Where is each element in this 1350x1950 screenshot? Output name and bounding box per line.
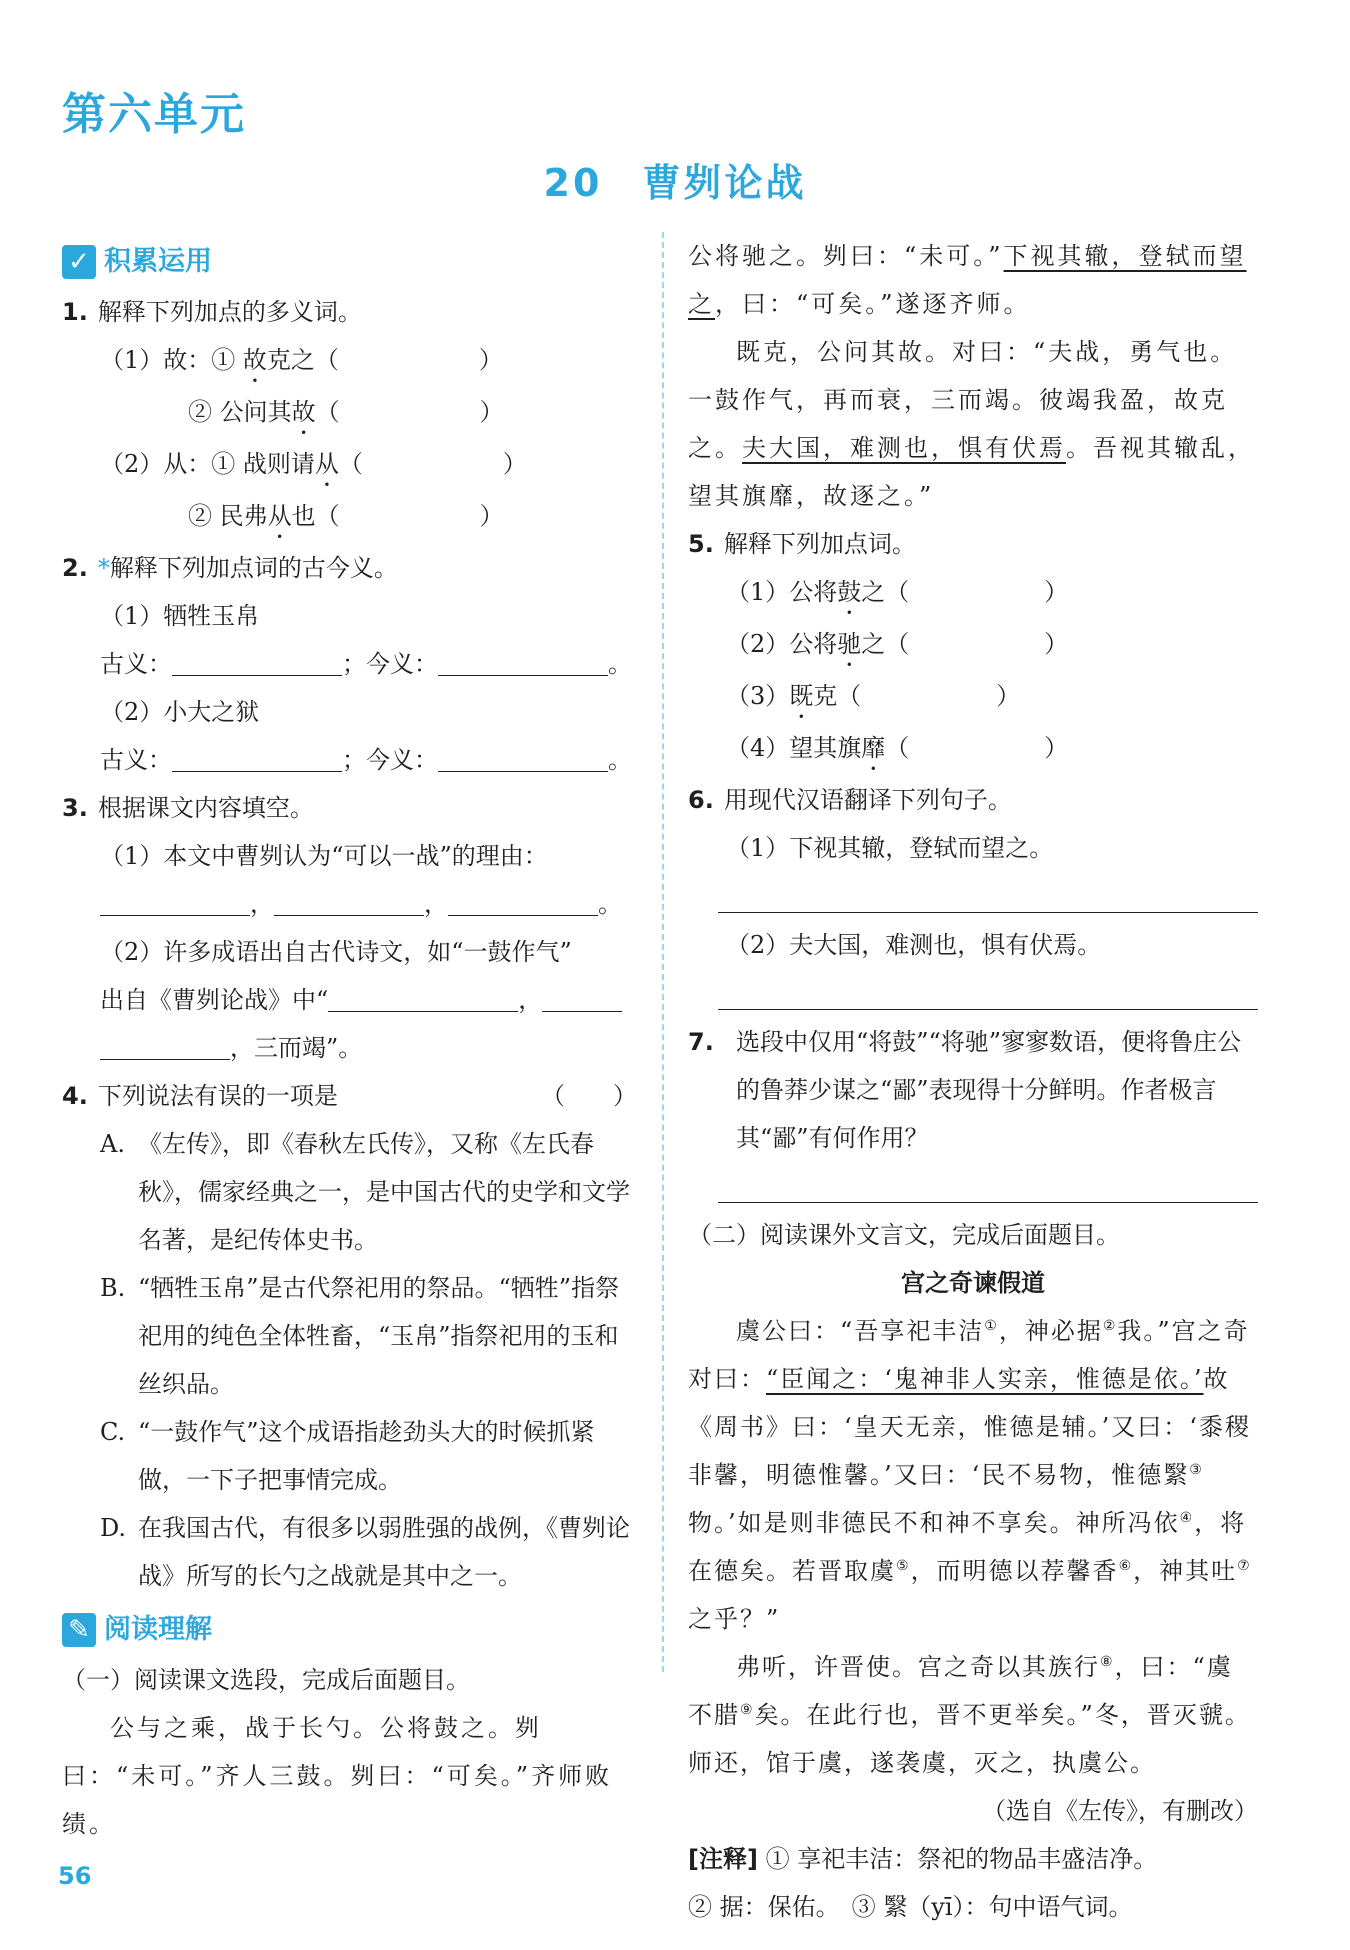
q5-item [688,620,1258,672]
note-text: ① 享祀丰洁：祭祀的物品丰盛洁净。 [765,1845,1158,1873]
option-label: C. [100,1418,126,1446]
question-number: 5. [688,530,714,558]
star-icon: * [97,554,110,582]
q5-item [688,672,1258,724]
reading1-paragraph-2 [688,328,1258,520]
q5-item [688,568,1258,620]
dotted-word: 驰 [837,630,862,658]
comma: ， [518,986,543,1014]
q2-answer-row [62,736,637,784]
question-stem: 下列说法有误的一项是 [97,1082,338,1110]
footnote-marker: ① [984,1318,999,1334]
underlined-sentence: 下视其辙，登轼而望 [1003,242,1247,270]
q6-answer-line[interactable] [718,878,1258,913]
question-4 [62,1072,637,1120]
question-7 [688,1018,1258,1162]
footnote-marker: ⑧ [1100,1654,1115,1670]
section-accumulate [62,236,637,288]
footnote-marker: ④ [1179,1510,1195,1526]
footnote-marker: ⑦ [1237,1558,1252,1574]
option-text: “一鼓作气”这个成语指趁劲头大的时候抓紧做，一下子把事情完成。 [138,1418,595,1494]
dotted-word: 故 [242,346,267,374]
answer-blank[interactable] [448,887,598,916]
passage-text: ，曰：“可矣。”遂逐齐师。 [715,290,1031,318]
footnote-marker: ⑤ [896,1558,911,1574]
question-number: 3. [62,794,88,822]
question-number: 2. [62,554,88,582]
item-text: 克（ [813,682,862,710]
item-text: ② 公问其 [188,398,292,426]
q1-item [62,336,637,388]
q5-item [688,724,1258,776]
item-text: 克之（ [266,346,339,374]
footnote-marker: ③ [1189,1462,1204,1478]
modern-label: ；今义： [342,746,438,774]
paren-close: ） [1044,630,1069,658]
answer-blank[interactable] [328,983,518,1012]
paren-close: ） [996,682,1021,710]
source-citation: （选自《左传》，有删改） [982,1797,1258,1825]
question-stem: 根据课文内容填空。 [97,794,314,822]
dotted-word: 既 [789,682,814,710]
q2-item: （1）牺牲玉帛 [100,602,260,630]
answer-blank[interactable] [274,887,424,916]
ancient-label: 古义： [100,650,172,678]
dotted-word: 靡 [861,734,886,762]
dotted-word: 从 [314,450,339,478]
reading2-paragraph-1 [688,1307,1258,1643]
q7-answer-line[interactable] [718,1168,1258,1203]
paren-close: ） [479,502,504,530]
item-text: （2）从：① 战则请 [100,450,315,478]
answer-paren[interactable]: （ ） [541,1082,637,1110]
q3-part2-row [62,976,637,1024]
underlined-sentence: “臣闻之：‘鬼神非人实亲，惟德是依。’ [766,1365,1204,1393]
q3-part2: （2）许多成语出自古代诗文，如“一鼓作气” [100,938,572,966]
question-1 [62,288,637,336]
question-stem: 用现代汉语翻译下列句子。 [723,786,1012,814]
footnote-marker: ⑨ [740,1702,755,1718]
passage-text: ，神必据 [998,1317,1103,1345]
ancient-blank[interactable] [172,743,342,772]
item-text: 也（ [291,502,340,530]
notes [688,1835,1258,1883]
question-number: 1. [62,298,88,326]
option-label: A. [100,1130,125,1158]
reading2-intro: （二）阅读课外文言文，完成后面题目。 [688,1221,1120,1249]
section-reading [62,1604,637,1656]
period: 。 [598,890,622,918]
pencil-icon: ✎ [62,1613,96,1647]
dotted-word: 鼓 [837,578,862,606]
paren-close: ） [479,398,504,426]
passage-text: 物。’如是则非德民不和神不享矣。神所冯依 [688,1509,1180,1537]
left-column [62,232,637,1848]
period: 。 [608,650,632,678]
q1-item [62,492,637,544]
column-divider [662,232,664,1672]
underlined-sentence: 之 [688,290,715,318]
lesson-name: 曹刿论战 [642,161,807,205]
answer-blank[interactable] [542,983,622,1012]
item-text: （4）望其旗 [726,734,862,762]
question-number: 6. [688,786,714,814]
item-text: （ [885,734,910,762]
footnote-marker: ② [1102,1318,1118,1334]
paren-close: ） [1044,578,1069,606]
passage-text: 弗听，许晋使。宫之奇以其族行 [736,1653,1100,1681]
modern-blank[interactable] [438,647,608,676]
reading1-intro: （一）阅读课文选段，完成后面题目。 [62,1666,470,1694]
section-reading-title: 阅读理解 [104,1614,212,1645]
passage-text: 之乎？” [688,1605,781,1633]
item-text: ② 民弗 [188,502,268,530]
item-text: （ [338,450,363,478]
ancient-blank[interactable] [172,647,342,676]
item-text: （2）公将 [726,630,838,658]
item-text: （1）公将 [726,578,838,606]
question-stem: 解释下列加点的多义词。 [97,298,362,326]
question-3 [62,784,637,832]
comma: ， [424,890,448,918]
question-number: 7. [688,1028,714,1056]
item-text: 出自《曹刿论战》中“ [100,986,329,1014]
period: 。 [608,746,632,774]
unit-title: 第六单元 [62,89,246,140]
question-stem: 解释下列加点词的古今义。 [109,554,398,582]
q3-blanks-row [62,880,637,928]
item-text: （3） [726,682,790,710]
option-d [62,1504,637,1600]
option-text: 《左传》，即《春秋左氏传》，又称《左氏春秋》，儒家经典之一，是中国古代的史学和文学名著，是纪传体史书。 [138,1130,630,1254]
passage-text: ，神其吐 [1133,1557,1238,1585]
item-text: （1）故：① [100,346,243,374]
answer-blank[interactable] [100,887,250,916]
question-2 [62,544,637,592]
q2-item: （2）小大之狱 [100,698,260,726]
q2-answer-row [62,640,637,688]
option-a [62,1120,637,1264]
passage-text: 故《周书》曰：‘皇天无亲，惟德是辅。’又曰：‘黍稷非馨，明德惟馨。’又曰：‘民不易物，惟德繄 [688,1365,1251,1489]
q6-answer-line[interactable] [718,975,1258,1010]
modern-blank[interactable] [438,743,608,772]
reading1-continued [688,232,1258,328]
paren-close: ） [502,450,527,478]
dotted-word: 从 [267,502,292,530]
option-label: D. [100,1514,127,1542]
reading1-paragraph: 公与之乘，战于长勺。公将鼓之。刿曰：“未可。”齐人三鼓。刿曰：“可矣。”齐师败绩。 [62,1714,613,1838]
lesson-title [0,152,1350,207]
item-text: ，三而竭”。 [230,1034,363,1062]
passage-text: 虞公曰：“吾享祀丰洁 [736,1317,985,1345]
q3-part1: （1）本文中曹刿认为“可以一战”的理由： [100,842,548,870]
passage-text: 矣。在此行也，晋不更举矣。”冬，晋灭虢。师还，馆于虞，遂袭虞，灭之，执虞公。 [688,1701,1251,1777]
question-number: 4. [62,1082,88,1110]
item-text: 之（ [861,630,910,658]
passage-text: 既克，公问其故。对曰：“夫战，勇气也。一鼓作气，再而衰，三而竭。彼竭我盈，故克之。 [688,338,1238,462]
option-text: 在我国古代，有很多以弱胜强的战例，《曹刿论战》所写的长勺之战就是其中之一。 [138,1514,630,1590]
dotted-word: 故 [291,398,316,426]
passage-text: 。吾视其辙乱，望其旗靡，故逐之。” [688,434,1255,510]
q6-sentence: （1）下视其辙，登轼而望之。 [726,834,1054,862]
passage-text: 我。”宫之奇对曰： [688,1317,1250,1393]
right-column [688,232,1258,1931]
reading2-title: 宫之奇谏假道 [901,1269,1045,1297]
reading2-paragraph-2 [688,1643,1258,1787]
question-5 [688,520,1258,568]
page-number: 56 [58,1862,92,1890]
q1-item [62,440,637,492]
comma: ， [250,890,274,918]
passage-text: ，而明德以荐馨香 [910,1557,1119,1585]
passage-text: 公将驰之。刿曰：“未可。” [688,242,1004,270]
answer-blank[interactable] [100,1031,230,1060]
passage-text: ，曰：“虞不腊 [688,1653,1233,1729]
checkbox-pen-icon: ✓ [62,245,96,279]
q1-item [62,388,637,440]
option-text: “牺牲玉帛”是古代祭祀用的祭品。“牺牲”指祭祀用的纯色全体牲畜，“玉帛”指祭祀用的玉和丝织品。 [138,1274,620,1398]
question-stem: 解释下列加点词。 [723,530,916,558]
section-accumulate-title: 积累运用 [104,246,212,277]
ancient-label: 古义： [100,746,172,774]
question-stem: 选段中仅用“将鼓”“将驰”寥寥数语，便将鲁庄公的鲁莽少谋之“鄙”表现得十分鲜明。作者极言其“鄙”有何作用？ [736,1028,1242,1152]
footnote-marker: ⑥ [1118,1558,1134,1574]
option-b [62,1264,637,1408]
notes-tag: [注释] [688,1845,758,1873]
option-c [62,1408,637,1504]
paren-close: ） [478,346,503,374]
question-6 [688,776,1258,824]
option-label: B. [100,1274,126,1302]
underlined-sentence: 夫大国，难测也，惧有伏焉 [742,434,1066,462]
item-text: （ [315,398,340,426]
item-text: 之（ [861,578,910,606]
note-text: ② 据：保佑。 ③ 繄（yī）：句中语气词。 [688,1893,1133,1921]
modern-label: ；今义： [342,650,438,678]
passage-text: ，将在德矣。若晋取虞 [688,1509,1247,1585]
q6-sentence: （2）夫大国，难测也，惧有伏焉。 [726,931,1102,959]
q3-part2-end [62,1024,637,1072]
lesson-number: 20 [543,161,603,205]
paren-close: ） [1044,734,1069,762]
